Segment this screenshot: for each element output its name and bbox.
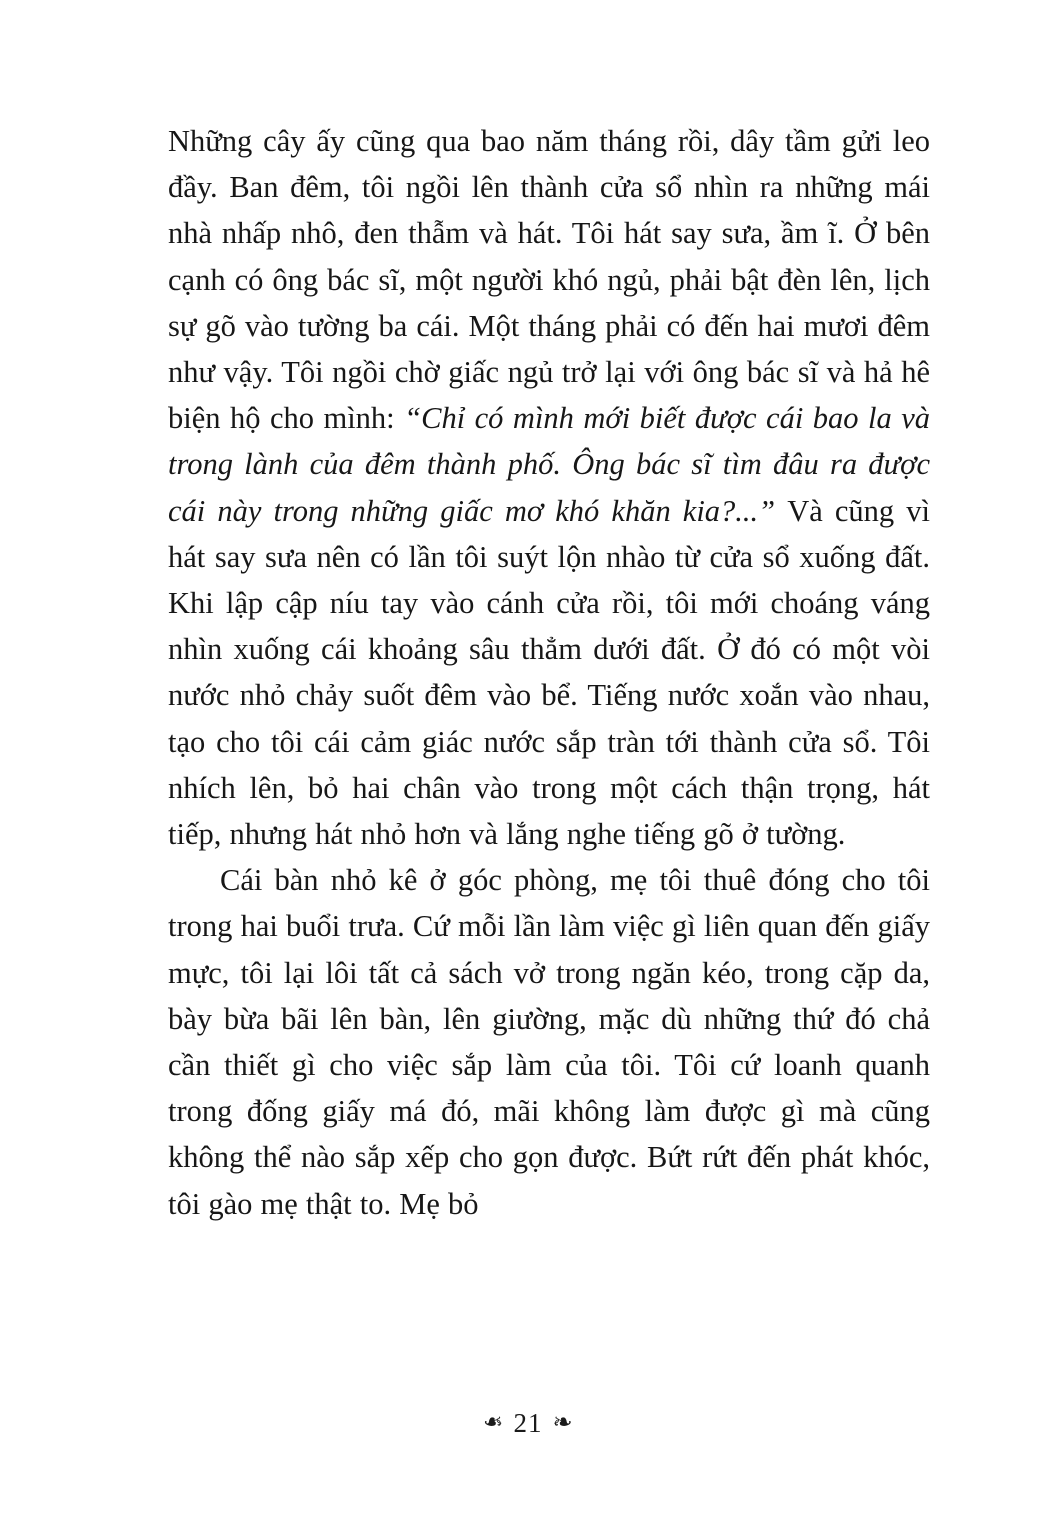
ornament-icon-right: ❧: [552, 1410, 573, 1436]
paragraph-1-run-1: Những cây ấy cũng qua bao năm tháng rồi, dây tầm gửi leo đầy. Ban đêm, tôi ngồi lên thành cửa sổ nhìn ra những mái nhà nhấp nhô, đen thẫm và hát. Tôi hát say sưa, ầm ĩ. Ở bên cạnh có ông bác sĩ, một người khó ngủ, phải bật đèn lên, lịch sự gõ vào tường ba cái. Một tháng phải có đến hai mươi đêm như vậy. Tôi ngồi chờ giấc ngủ trở lại với ông bác sĩ và hả hê biện hộ cho mình:: [168, 124, 930, 436]
paragraph-2: [168, 857, 930, 1227]
page-number: 21: [513, 1408, 543, 1438]
page-footer: [0, 1408, 1056, 1439]
paragraph-1: [168, 118, 930, 857]
body-text-column: [168, 118, 930, 1227]
paragraph-2-run-1: Cái bàn nhỏ kê ở góc phòng, mẹ tôi thuê đóng cho tôi trong hai buổi trưa. Cứ mỗi lần làm việc gì liên quan đến giấy mực, tôi lại lôi tất cả sách vở trong ngăn kéo, trong cặp da, bày bừa bãi lên bàn, lên giường, mặc dù những thứ đó chả cần thiết gì cho việc sắp làm của tôi. Tôi cứ loanh quanh trong đống giấy má đó, mãi không làm được gì mà cũng không thể nào sắp xếp cho gọn được. Bứt rứt đến phát khóc, tôi gào mẹ thật to. Mẹ bỏ: [168, 863, 930, 1221]
paragraph-1-quote: “Chỉ có mình mới biết được cái bao la và trong lành của đêm thành phố. Ông bác sĩ tìm đâu ra được cái này trong những giấc mơ khó khăn kia?...”: [168, 401, 930, 528]
ornament-icon-left: ❧: [483, 1410, 504, 1436]
paragraph-1-run-3: Và cũng vì hát say sưa nên có lần tôi suýt lộn nhào từ cửa sổ xuống đất. Khi lập cập níu tay vào cánh cửa rồi, tôi mới choáng váng nhìn xuống cái khoảng sâu thẳm dưới đất. Ở đó có một vòi nước nhỏ chảy suốt đêm vào bể. Tiếng nước xoắn vào nhau, tạo cho tôi cái cảm giác nước sắp tràn tới thành cửa sổ. Tôi nhích lên, bỏ hai chân vào trong một cách thận trọng, hát tiếp, nhưng hát nhỏ hơn và lắng nghe tiếng gõ ở tường.: [168, 493, 930, 852]
